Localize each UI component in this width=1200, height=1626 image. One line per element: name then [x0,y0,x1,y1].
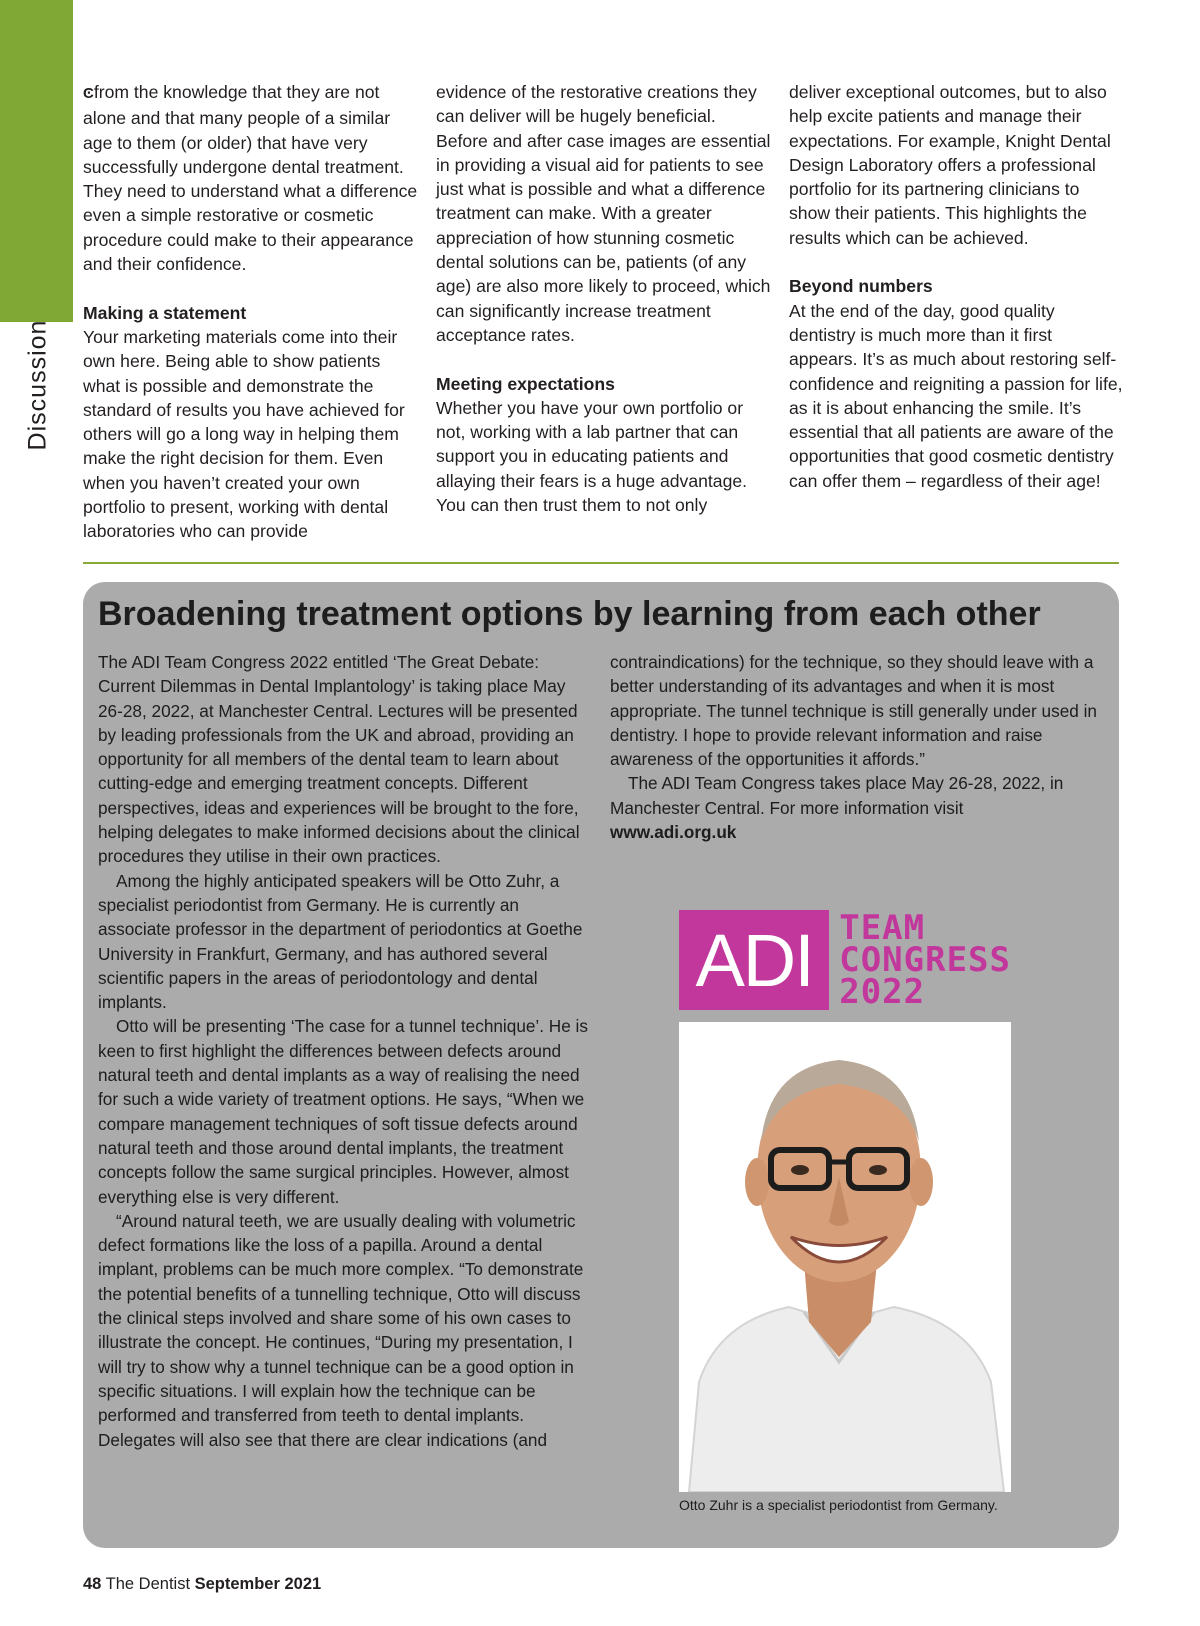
issue-date: September 2021 [194,1575,322,1593]
box-paragraph: “Around natural teeth, we are usually dealing with volumetric defect formations like the loss of a papilla. Around a dental implant, problems can be much more complex. “To demonstrate the potential benefits of a tunnelling technique, Otto will discuss the clinical steps involved and share some of his own cases to illustrate the concept. He continues, “During my presentation, I will try to show why a tunnel technique can be a good option in specific situations. I will explain how the technique can be performed and transferred from teeth to dental implants. Delegates will also see that there are clear indications (and [98,1210,584,1450]
adi-logo-mark: ADI [679,910,829,1010]
subheading-meeting-expectations: Meeting expectations [436,373,615,394]
article-column-2 [436,80,771,517]
article-paragraph: At the end of the day, good quality dentistry is much more than it first appears. It’s as much about restoring self-confidence and reigniting a passion for life, as it is about enhancing the smile. It’s essential that all patients are aware of the opportunities that good cosmetic dentistry can offer them – regardless of their age! [789,300,1123,491]
article-paragraph: deliver exceptional outcomes, but to also help excite patients and manage their expectations. For example, Knight Dental Design Laboratory offers a professional portfolio for its partnering clinicians to show their patients. This highlights the results which can be achieved. [789,82,1111,248]
page-footer [83,1575,321,1594]
portrait-illustration [679,1022,1011,1492]
box-paragraph: The ADI Team Congress takes place May 26-28, 2022, in Manchester Central. For more information visit [610,773,1064,818]
sidebar-box [83,582,1119,1548]
adi-logo-text: TEAM CONGRESS 2022 [839,908,1011,1012]
section-label: Discussion [23,319,52,451]
box-column-2 [610,650,1100,844]
box-paragraph: Otto will be presenting ‘The case for a tunnel technique’. He is keen to first highlight the differences between defects around natural teeth and dental implants as a way of realising the need for such a wide variety of treatment options. He says, “When we compare management techniques of soft tissue defects around natural teeth and those around dental implants, the treatment concepts follow the same surgical principles. However, almost everything else is very different. [98,1016,588,1207]
box-title: Broadening treatment options by learning from each other [98,595,1041,633]
subheading-beyond-numbers: Beyond numbers [789,276,933,297]
magazine-name: The Dentist [105,1575,191,1593]
article-column-1 [83,80,418,544]
box-paragraph: The ADI Team Congress 2022 entitled ‘The Great Debate: Current Dilemmas in Dental Implantology’ is taking place May 26-28, 2022, at Manchester Central. Lectures will be presented by leading professionals from the UK and abroad, providing an opportunity for all members of the dental team to learn about cutting-edge and emerging treatment concepts. Different perspectives, ideas and experiences will be brought to the fore, helping delegates to make informed decisions about the clinical procedures they utilise in their own practices. [98,652,580,867]
article-paragraph: Ͼfrom the knowledge that they are not alone and that many people of a similar age to them (or older) that have very successfully undergone dental treatment. They need to understand what a difference even a simple restorative or cosmetic procedure could make to their appearance and their confidence. [83,82,418,275]
article-paragraph: Whether you have your own portfolio or not, working with a lab partner that can support you in educating patients and allaying their fears is a huge advantage. You can then trust them to not only [436,397,748,516]
section-color-tab [0,0,73,322]
adi-team-congress-logo [679,910,1011,1010]
box-paragraph: contraindications) for the technique, so they should leave with a better understanding of its advantages and when it is most appropriate. The tunnel technique is still generally under used in dentistry. I hope to provide relevant information and raise awareness of the opportunities it affords.” [610,652,1097,770]
section-divider [83,562,1119,564]
subheading-making-a-statement: Making a statement [83,302,247,323]
article-paragraph: evidence of the restorative creations they can deliver will be hugely beneficial. Before and after case images are essential in providing a visual aid for patients to see just what is possible and what a difference treatment can make. With a greater appreciation of how stunning cosmetic dental solutions can be, patients (of any age) are also more likely to proceed, which can significantly increase treatment acceptance rates. [436,82,771,345]
website-link[interactable]: www.adi.org.uk [610,822,737,843]
article-paragraph: Your marketing materials come into their own here. Being able to show patients what is possible and demonstrate the standard of results you have achieved for others will go a long way in helping them make the right decision for them. Even when you haven’t created your own portfolio to present, working with dental laboratories who can provide [83,326,405,542]
article-column-3 [789,80,1124,493]
continued-arrow-icon: Ͼ [83,85,94,102]
speaker-portrait-photo [679,1022,1011,1492]
box-paragraph: Among the highly anticipated speakers will be Otto Zuhr, a specialist periodontist from Germany. He is currently an associate professor in the department of periodontics at Goethe University in Frankfurt, Germany, and has authored several scientific papers in the areas of periodontology and dental implants. [98,870,583,1013]
box-column-1 [98,650,588,1452]
photo-caption: Otto Zuhr is a specialist periodontist from Germany. [679,1497,998,1513]
page-number: 48 [83,1575,102,1593]
